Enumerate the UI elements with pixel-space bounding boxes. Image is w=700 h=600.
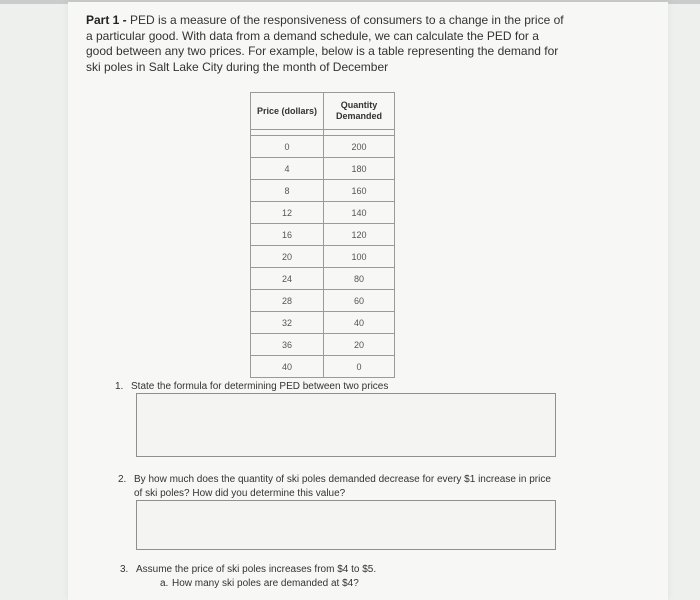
- table-row: [251, 290, 395, 312]
- quantity-cell: 180: [324, 158, 395, 180]
- price-cell: 12: [251, 202, 324, 224]
- answer-box-2[interactable]: [136, 500, 556, 550]
- price-cell: 28: [251, 290, 324, 312]
- table-row: [251, 158, 395, 180]
- price-cell: 20: [251, 246, 324, 268]
- demand-schedule-table: [250, 92, 395, 378]
- answer-box-1[interactable]: [136, 393, 556, 457]
- question-1: [115, 380, 388, 394]
- price-cell: 36: [251, 334, 324, 356]
- table-row: [251, 312, 395, 334]
- quantity-cell: 140: [324, 202, 395, 224]
- quantity-column-header: [324, 93, 395, 130]
- question-text: By how much does the quantity of ski poles demanded decrease for every $1 increase in price of ski poles? How did you determine this value?: [134, 474, 551, 499]
- question-number: 1.: [115, 381, 124, 392]
- quantity-cell: 160: [324, 180, 395, 202]
- table-row: [251, 136, 395, 158]
- table-row: [251, 224, 395, 246]
- price-cell: 24: [251, 268, 324, 290]
- question-number: 2.: [118, 474, 127, 485]
- question-text: How many ski poles are demanded at $4?: [172, 578, 359, 589]
- quantity-cell: 40: [324, 312, 395, 334]
- table-header-row: [251, 93, 395, 130]
- table-row: [251, 180, 395, 202]
- table-row: [251, 202, 395, 224]
- quantity-cell: 60: [324, 290, 395, 312]
- intro-paragraph: [86, 13, 566, 75]
- quantity-cell: 100: [324, 246, 395, 268]
- question-number: 3.: [120, 564, 129, 575]
- question-text: State the formula for determining PED between two prices: [131, 381, 389, 392]
- quantity-cell: 80: [324, 268, 395, 290]
- table-row: [251, 356, 395, 378]
- question-number: a.: [160, 578, 169, 589]
- quantity-cell: 120: [324, 224, 395, 246]
- price-cell: 40: [251, 356, 324, 378]
- intro-text: PED is a measure of the responsiveness of consumers to a change in the price of a particular good. With data from a demand schedule, we can calculate the PED for a good between any two prices. For example, below is a table representing the demand for ski poles in Salt Lake City during the month of December: [86, 13, 564, 74]
- question-2: [118, 473, 563, 501]
- price-cell: 4: [251, 158, 324, 180]
- price-cell: 8: [251, 180, 324, 202]
- quantity-header-label: Quantity Demanded: [335, 100, 382, 121]
- question-3a: [160, 577, 359, 591]
- quantity-cell: 0: [324, 356, 395, 378]
- price-cell: 16: [251, 224, 324, 246]
- price-cell: 0: [251, 136, 324, 158]
- table-row: [251, 268, 395, 290]
- price-column-header: Price (dollars): [251, 93, 324, 130]
- question-3: [120, 563, 376, 577]
- table-row: [251, 334, 395, 356]
- question-text: Assume the price of ski poles increases from $4 to $5.: [136, 564, 377, 575]
- part-label: Part 1 -: [86, 13, 127, 27]
- table-row: [251, 246, 395, 268]
- quantity-cell: 20: [324, 334, 395, 356]
- price-cell: 32: [251, 312, 324, 334]
- quantity-cell: 200: [324, 136, 395, 158]
